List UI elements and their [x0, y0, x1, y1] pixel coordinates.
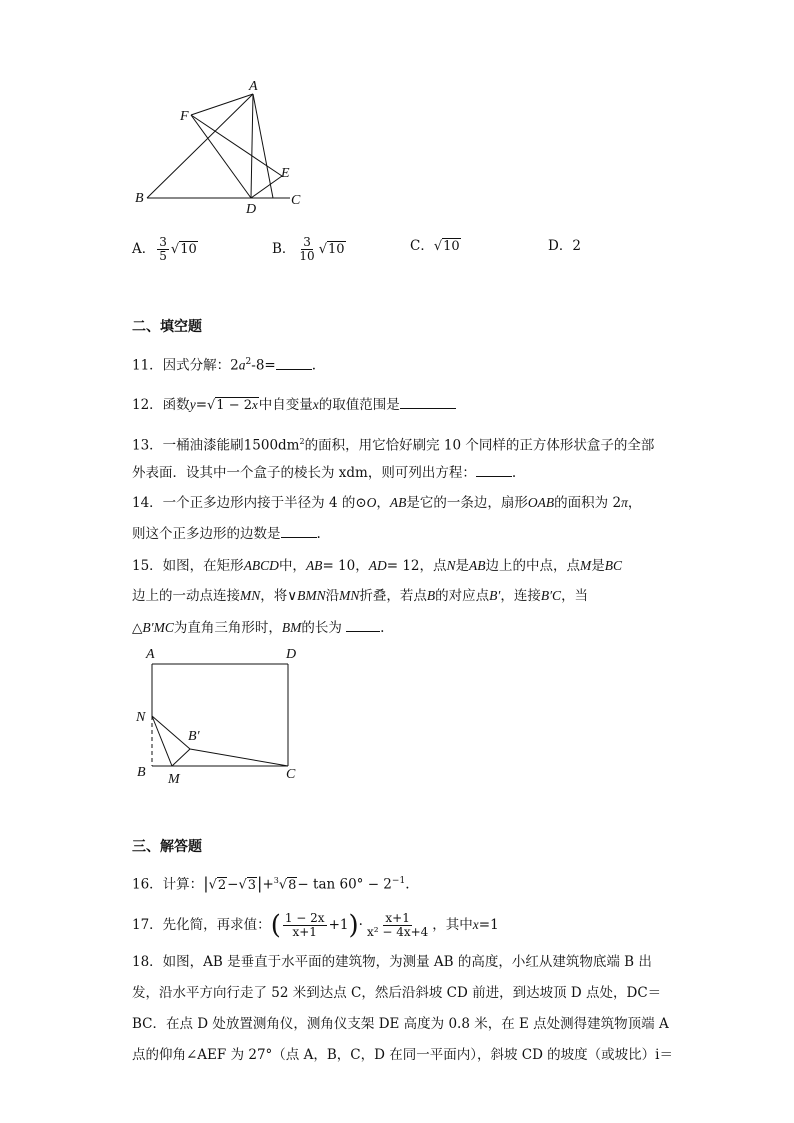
answer-blank-15[interactable]	[346, 617, 380, 632]
choice-c[interactable]: C．√10	[410, 238, 460, 254]
seg-NBp	[152, 716, 190, 749]
figure-triangle	[125, 70, 325, 215]
question-13-line1: 13．一桶油漆能刷$1500dm^2$的面积，用它恰好刷完 10 个同样的正方体形状盒子的全部	[132, 437, 655, 454]
choice-d[interactable]: D．2	[548, 238, 581, 254]
seg-BpC	[190, 749, 288, 766]
label-D: D	[286, 647, 297, 662]
seg-DE	[251, 176, 282, 198]
label-B: B	[135, 191, 144, 206]
question-13-line2: 外表面．设其中一个盒子的棱长为 xdm，则可列出方程： .	[132, 462, 516, 483]
label-N: N	[136, 710, 146, 725]
seg-AC	[253, 94, 273, 198]
question-18-line1: 18．如图，AB 是垂直于水平面的建筑物，为测量 AB 的高度，小红从建筑物底端 B 出	[132, 954, 652, 970]
question-15-line3: △B′MC为直角三角形时，BM的长为 .	[132, 617, 384, 638]
question-14-line1: 14．一个正多边形内接于半径为 4 的⊙O，AB是它的一条边，扇形OAB的面积为 2π，	[132, 495, 642, 511]
question-12: 12．函数y=√1 − 2x中自变量x的取值范围是	[132, 394, 456, 416]
label-E: E	[281, 166, 290, 181]
label-B: B	[137, 765, 146, 780]
question-18-line2: 发，沿水平方向行走了 52 米到达点 C，然后沿斜坡 CD 前进，到达坡顶 D 点处，DC＝	[132, 985, 662, 1001]
label-C: C	[286, 767, 296, 782]
label-C: C	[291, 193, 301, 208]
label-F: F	[180, 109, 189, 124]
question-18-line3: BC．在点 D 处放置测角仪，测角仪支架 DE 高度为 0.8 米，在 E 点处测得建筑物顶端 A	[132, 1016, 669, 1032]
question-15-line2: 边上的一动点连接MN，将∨BMN沿MN折叠，若点B的对应点B′，连接B′C，当	[132, 588, 589, 604]
label-B-prime: B′	[188, 729, 200, 744]
answer-blank-11[interactable]	[276, 355, 312, 370]
question-17: 17．先化简，再求值：( $\frac{1 - 2x}{x+1}$ +1)· $\frac{x+1}{\text{x² − 4x+4}}$ ，其中x=1	[132, 910, 499, 941]
figure-rectangle	[132, 642, 312, 790]
seg-FA	[191, 94, 253, 115]
question-18-line4: 点的仰角∠AEF 为 27°（点 A，B，C，D 在同一平面内），斜坡 CD 的坡度（或坡比）i＝	[132, 1047, 674, 1063]
label-M: M	[168, 772, 180, 787]
seg-FD	[191, 115, 251, 198]
question-11: 11．因式分解：$2a^2-8=$ .	[132, 352, 316, 376]
answer-blank-12[interactable]	[400, 394, 456, 409]
seg-MBp	[172, 749, 190, 766]
question-14-line2: 则这个正多边形的边数是 .	[132, 523, 321, 544]
choice-a[interactable]: A． $\frac{3}{5}$ √10	[132, 235, 197, 263]
answer-blank-14[interactable]	[281, 523, 317, 538]
question-16: 16．计算：$|√2-√3|+^3√8- \tan 60^\circ - 2^{-1}$.	[132, 873, 410, 893]
question-15-line1: 15．如图，在矩形ABCD中，AB= 10，AD= 12，点N是AB边上的中点，点M是BC	[132, 558, 623, 574]
seg-FE	[191, 115, 282, 176]
seg-NM	[152, 716, 172, 766]
seg-AD	[251, 94, 253, 198]
label-D: D	[246, 202, 257, 215]
section-title-fill-blank: 二、填空题	[132, 319, 202, 335]
section-title-solve: 三、解答题	[132, 839, 202, 855]
label-A: A	[249, 79, 258, 94]
choice-b[interactable]: B． $\frac{3}{10}$ √10	[272, 235, 345, 263]
label-A: A	[146, 647, 155, 662]
answer-blank-13[interactable]	[476, 462, 512, 477]
